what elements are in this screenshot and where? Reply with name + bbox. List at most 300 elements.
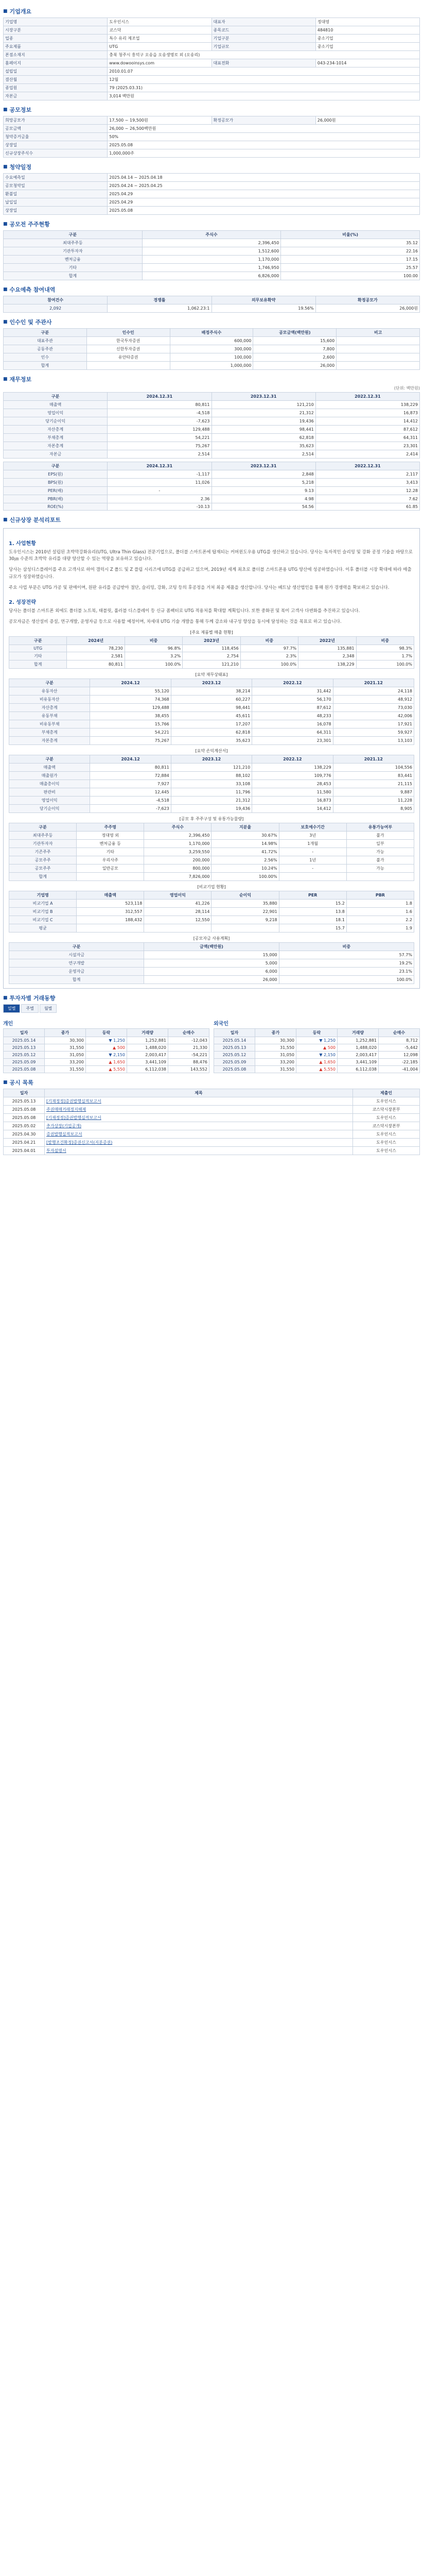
report-heading: 1. 사업현황 bbox=[9, 541, 36, 547]
finance-ratio-cell: 61.85 bbox=[315, 503, 419, 511]
report-t4-cell: 공모주주 bbox=[9, 856, 77, 865]
basic-row bbox=[4, 35, 420, 43]
report-t2-cell: 54,221 bbox=[90, 728, 171, 737]
report-t2-cell: 부채총계 bbox=[9, 728, 90, 737]
report-t6-row bbox=[9, 951, 414, 959]
finance-ratio-row bbox=[4, 479, 420, 487]
finance-row bbox=[4, 434, 420, 442]
report-t4-cell: 기관투자자 bbox=[9, 840, 77, 848]
report-t2-row bbox=[9, 737, 414, 745]
underwriters-cell: 신한투자증권 bbox=[86, 345, 170, 353]
finance-row bbox=[4, 409, 420, 417]
report-heading: 2. 성장전략 bbox=[9, 599, 36, 605]
report-t6-row bbox=[9, 976, 414, 984]
report-t4-row bbox=[9, 848, 414, 856]
trading-right-cell: 31,550 bbox=[255, 1044, 296, 1052]
report-paragraph: 도우인시스는 2010년 설립된 초박막강화유리(UTG, Ultra Thin Glass) 전문기업으로, 폴더블 스마트폰에 탑재되는 커버윈도우용 UTG를 생산하고 있습니다. 당사는 독자적인 슬리밍 및 강화 공정 기술을 바탕으로 30㎛ 수준의 초박막 유리를 대량 양산할 수 있는 역량을 보유하고 있습니다. bbox=[9, 550, 413, 562]
finance-cell: 35,623 bbox=[212, 442, 315, 450]
trading-left-cell: 31,550 bbox=[45, 1044, 86, 1052]
underwriters-header-row bbox=[4, 329, 420, 337]
report-t6-cell: 26,000 bbox=[144, 976, 279, 984]
report-t4-cell: - bbox=[279, 848, 346, 856]
underwriters-cell: 유안타증권 bbox=[86, 353, 170, 362]
offering-title-text: 공모정보 bbox=[9, 107, 32, 113]
report-t4-cell: 불가 bbox=[346, 832, 414, 840]
basic-value: 도우인시스 bbox=[108, 18, 212, 26]
ipo-detail-page bbox=[0, 0, 423, 1160]
schedule-row bbox=[4, 207, 420, 215]
underwriters-row bbox=[4, 345, 420, 353]
report-t3-row bbox=[9, 788, 414, 796]
basic-value: 3,014 백만원 bbox=[108, 92, 420, 100]
report-t2-cell: 55,120 bbox=[90, 687, 171, 696]
report-t4-cell: 10.24% bbox=[212, 865, 279, 873]
trading-left-cell: 88,476 bbox=[168, 1059, 209, 1066]
disclosure-title-link[interactable]: 추가상장(기업공개) bbox=[46, 1124, 82, 1129]
report-t5-cell: 1.8 bbox=[346, 900, 414, 908]
disclosures-row bbox=[4, 1106, 420, 1114]
report-t3-cell: 33,108 bbox=[171, 780, 252, 788]
offering-value: 2025.05.08 bbox=[108, 141, 420, 149]
basic-label: 자본금 bbox=[4, 92, 108, 100]
report-t3-row bbox=[9, 764, 414, 772]
underwriters-cell: 1,000,000 bbox=[170, 362, 253, 370]
demand-row bbox=[4, 304, 420, 313]
underwriters-cell bbox=[337, 353, 420, 362]
report-t2-header-cell: 2024.12 bbox=[90, 679, 171, 687]
report-t4-cell: 기타 bbox=[77, 848, 144, 856]
report-table-2 bbox=[9, 679, 414, 745]
report-t1-cell: 100.0% bbox=[356, 660, 414, 669]
trading-right-row bbox=[214, 1052, 420, 1059]
finance-cell: 자본총계 bbox=[4, 442, 108, 450]
report-t4-row bbox=[9, 865, 414, 873]
disclosure-title-link[interactable]: 증권발행실적보고서 bbox=[46, 1132, 82, 1137]
trading-right bbox=[214, 1015, 420, 1073]
report-table-4 bbox=[9, 823, 414, 881]
report-t3-header-cell: 2022.12 bbox=[252, 755, 333, 764]
finance-cell: 14,412 bbox=[315, 417, 419, 426]
report-t3-cell: 21,312 bbox=[171, 796, 252, 805]
disclosure-title-link[interactable]: 투자설명서 bbox=[46, 1148, 66, 1154]
trading-right-cell: 31,050 bbox=[255, 1052, 296, 1059]
disclosure-title-cell bbox=[45, 1139, 353, 1147]
report-t3-header-cell: 2021.12 bbox=[333, 755, 414, 764]
disclosure-submitter: 코스닥시장본부 bbox=[353, 1122, 420, 1130]
report-t5-header-row bbox=[9, 891, 414, 900]
schedule-section-title bbox=[3, 163, 420, 171]
underwriters-header-cell: 배정주식수 bbox=[170, 329, 253, 337]
offering-value: 26,000원 bbox=[315, 116, 419, 125]
trading-tab[interactable]: 월별 bbox=[40, 1004, 57, 1013]
offering-row bbox=[4, 116, 420, 125]
underwriters-header-cell: 비고 bbox=[337, 329, 420, 337]
trading-left-cell: 2025.05.09 bbox=[4, 1059, 45, 1066]
report-t2-cell: 62,818 bbox=[171, 728, 252, 737]
basic-row bbox=[4, 76, 420, 84]
underwriters-cell: 300,000 bbox=[170, 345, 253, 353]
basic-row bbox=[4, 26, 420, 35]
disclosure-date: 2025.05.13 bbox=[4, 1097, 45, 1106]
basic-label: 종목코드 bbox=[212, 26, 315, 35]
report-t4-cell: 우리사주 bbox=[77, 856, 144, 865]
report-t6-cell: 5,000 bbox=[144, 959, 279, 968]
finance-row bbox=[4, 417, 420, 426]
trading-right-cell: 8,712 bbox=[379, 1037, 420, 1044]
report-t1-cell: 2,348 bbox=[298, 652, 356, 660]
schedule-row bbox=[4, 190, 420, 198]
report-t3-cell: 88,102 bbox=[171, 772, 252, 780]
report-t1-cell: 97.7% bbox=[240, 645, 298, 652]
report-t2-row bbox=[9, 720, 414, 728]
disclosure-date: 2025.05.02 bbox=[4, 1122, 45, 1130]
underwriters-header-cell: 구분 bbox=[4, 329, 87, 337]
basic-label: 결산월 bbox=[4, 76, 108, 84]
finance-cell: 75,267 bbox=[108, 442, 212, 450]
report-t1-header-cell: 비중 bbox=[240, 637, 298, 645]
finance-ratio-cell: 4.98 bbox=[212, 495, 315, 503]
square-bullet-icon: ■ bbox=[3, 319, 8, 325]
report-t4-header-cell: 유통가능여부 bbox=[346, 823, 414, 832]
report-t4-cell: 일반공모 bbox=[77, 865, 144, 873]
report-t4-cell: 불가 bbox=[346, 856, 414, 865]
report-t4-header-cell: 주식수 bbox=[144, 823, 212, 832]
underwriters-row bbox=[4, 337, 420, 345]
report-t3-cell: 138,229 bbox=[252, 764, 333, 772]
shareholding-cell: 기관투자자 bbox=[4, 247, 143, 256]
trading-right-cell: -41,004 bbox=[379, 1066, 420, 1073]
shareholding-cell: 22.16 bbox=[281, 247, 420, 256]
report-t1-cell: 121,210 bbox=[183, 660, 240, 669]
finance-ratio-cell: 5,218 bbox=[212, 479, 315, 487]
offering-value: 26,000 ~ 26,500백만원 bbox=[108, 125, 420, 133]
shareholding-cell: 6,826,000 bbox=[142, 272, 281, 280]
basic-table bbox=[3, 18, 420, 100]
schedule-row bbox=[4, 174, 420, 182]
basic-label: 업종 bbox=[4, 35, 108, 43]
report-t3-header-cell: 2023.12 bbox=[171, 755, 252, 764]
disclosures-row bbox=[4, 1130, 420, 1139]
shareholding-title-text: 공모전 주주현황 bbox=[9, 221, 50, 228]
report-t4-cell: 공모주주 bbox=[9, 865, 77, 873]
basic-value: 중소기업 bbox=[315, 35, 419, 43]
underwriters-cell: 15,600 bbox=[253, 337, 337, 345]
report-t3-header-row bbox=[9, 755, 414, 764]
trading-left-cell: ▲ 1,650 bbox=[86, 1059, 127, 1066]
report-t5-cell: 41,226 bbox=[144, 900, 212, 908]
trading-right-header-cell: 등락 bbox=[296, 1029, 338, 1037]
report-t3-cell: -7,623 bbox=[90, 805, 171, 813]
report-t4-cell bbox=[346, 873, 414, 881]
trading-right-cell: 3,441,109 bbox=[338, 1059, 379, 1066]
trading-left bbox=[3, 1015, 209, 1073]
trading-right-cell: ▼ 2,150 bbox=[296, 1052, 338, 1059]
disclosure-date: 2025.04.01 bbox=[4, 1147, 45, 1155]
report-t1-cell: 138,229 bbox=[298, 660, 356, 669]
finance-cell: 2,514 bbox=[212, 450, 315, 459]
disclosure-submitter: 도우인시스 bbox=[353, 1139, 420, 1147]
report-t1-header-cell: 2024년 bbox=[67, 637, 125, 645]
report-t1-cell: 2,754 bbox=[183, 652, 240, 660]
trading-left-row bbox=[4, 1059, 209, 1066]
disclosure-date: 2025.04.21 bbox=[4, 1139, 45, 1147]
report-t1-cell: 3.2% bbox=[125, 652, 182, 660]
report-t3-cell: 영업이익 bbox=[9, 796, 90, 805]
report-t1-cell: 2.3% bbox=[240, 652, 298, 660]
report-t1-cell: 기타 bbox=[9, 652, 67, 660]
report-t1-cell: 100.0% bbox=[125, 660, 182, 669]
schedule-value: 2025.05.08 bbox=[108, 207, 420, 215]
offering-row bbox=[4, 149, 420, 158]
report-t6-row bbox=[9, 968, 414, 976]
finance-ratio-cell: 54.56 bbox=[212, 503, 315, 511]
demand-cell: 19.56% bbox=[212, 304, 315, 313]
trading-left-cell: 31,550 bbox=[45, 1066, 86, 1073]
disclosure-title-link[interactable]: [기재정정]증권발행실적보고서 bbox=[46, 1099, 101, 1104]
trading-right-cell: -22,185 bbox=[379, 1059, 420, 1066]
report-t5-header-cell: 순이익 bbox=[212, 891, 279, 900]
disclosure-title-link[interactable]: 주권매매거래정지해제 bbox=[46, 1107, 86, 1112]
shareholding-header-row bbox=[4, 231, 420, 239]
finance-ratio-cell: 2,848 bbox=[212, 470, 315, 479]
trading-tab[interactable]: 일별 bbox=[3, 1004, 20, 1013]
disclosure-title-link[interactable]: [발행조건확정]증권신고서(지분증권) bbox=[46, 1140, 113, 1145]
trading-left-cell: 6,112,038 bbox=[127, 1066, 168, 1073]
report-t5-cell bbox=[144, 924, 212, 933]
disclosures-header-cell: 일자 bbox=[4, 1089, 45, 1097]
report-t6-cell: 6,000 bbox=[144, 968, 279, 976]
underwriters-cell: 100,000 bbox=[170, 353, 253, 362]
report-t3-cell: 104,556 bbox=[333, 764, 414, 772]
offering-row bbox=[4, 125, 420, 133]
report-t3-cell: 19,436 bbox=[171, 805, 252, 813]
finance-row bbox=[4, 426, 420, 434]
report-t5-cell: 523,118 bbox=[77, 900, 144, 908]
basic-value: UTG bbox=[108, 43, 212, 51]
finance-header-row bbox=[4, 393, 420, 401]
report-t4-cell bbox=[279, 873, 346, 881]
report-t2-cell: 자본총계 bbox=[9, 737, 90, 745]
basic-row bbox=[4, 92, 420, 100]
finance-ratio-header-row bbox=[4, 462, 420, 470]
trading-right-header-cell: 거래량 bbox=[338, 1029, 379, 1037]
offering-label: 상장일 bbox=[4, 141, 108, 149]
report-t5-cell: 13.8 bbox=[279, 908, 346, 916]
finance-cell: 23,301 bbox=[315, 442, 419, 450]
report-t1-header-row bbox=[9, 637, 414, 645]
finance-cell: 자본금 bbox=[4, 450, 108, 459]
trading-left-header-row bbox=[4, 1029, 209, 1037]
finance-ratio-cell: EPS(원) bbox=[4, 470, 108, 479]
trading-left-header-cell: 순매수 bbox=[168, 1029, 209, 1037]
report-t4-cell: 7,826,000 bbox=[144, 873, 212, 881]
report-t1-cell: 80,811 bbox=[67, 660, 125, 669]
square-bullet-icon: ■ bbox=[3, 222, 8, 227]
offering-section-title bbox=[3, 106, 420, 114]
finance-cell: 19,436 bbox=[212, 417, 315, 426]
disclosure-title-link[interactable]: [기재정정]증권발행실적보고서 bbox=[46, 1115, 101, 1121]
finance-cell: 87,612 bbox=[315, 426, 419, 434]
report-t5-header-cell: 영업이익 bbox=[144, 891, 212, 900]
report-t2-cell: 유동부채 bbox=[9, 712, 90, 720]
report-t5-cell: 비교기업 A bbox=[9, 900, 77, 908]
trading-left-cell: 143,552 bbox=[168, 1066, 209, 1073]
shareholding-table bbox=[3, 230, 420, 280]
report-title-text: 신규상장 분석리포트 bbox=[9, 517, 61, 523]
disclosure-title-cell bbox=[45, 1122, 353, 1130]
demand-title-text: 수요예측 참여내역 bbox=[9, 286, 56, 293]
trading-tab[interactable]: 주별 bbox=[21, 1004, 38, 1013]
report-t3-cell: 8,905 bbox=[333, 805, 414, 813]
shareholding-header-cell: 주식수 bbox=[142, 231, 281, 239]
finance-ratio-cell: PER(배) bbox=[4, 487, 108, 495]
schedule-value: 2025.04.14 ~ 2025.04.18 bbox=[108, 174, 420, 182]
report-t4-cell: 정대영 외 bbox=[77, 832, 144, 840]
report-t3-cell: 109,776 bbox=[252, 772, 333, 780]
basic-section-title bbox=[3, 7, 420, 15]
table1-caption: [주요 제품별 매출 현황] bbox=[190, 630, 233, 635]
report-t5-cell: 18.1 bbox=[279, 916, 346, 924]
report-table-6 bbox=[9, 942, 414, 984]
table3-caption: [요약 손익계산서] bbox=[195, 749, 228, 754]
report-t2-cell: 56,170 bbox=[252, 696, 333, 704]
report-t5-header-cell: PBR bbox=[346, 891, 414, 900]
trading-right-cell: 2025.05.13 bbox=[214, 1044, 255, 1052]
underwriters-cell: 공동주관 bbox=[4, 345, 87, 353]
report-t3-header-cell: 구분 bbox=[9, 755, 90, 764]
report-t4-cell: 1개월 bbox=[279, 840, 346, 848]
report-t4-cell: 2,396,450 bbox=[144, 832, 212, 840]
report-t6-cell: 15,000 bbox=[144, 951, 279, 959]
disclosure-date: 2025.05.08 bbox=[4, 1106, 45, 1114]
report-t3-cell: 121,210 bbox=[171, 764, 252, 772]
finance-ratio-table bbox=[3, 462, 420, 511]
report-t3-cell: 12,445 bbox=[90, 788, 171, 796]
trading-right-header-cell: 일자 bbox=[214, 1029, 255, 1037]
shareholding-header-cell: 비율(%) bbox=[281, 231, 420, 239]
report-t3-cell: 판관비 bbox=[9, 788, 90, 796]
report-t3-cell: 83,441 bbox=[333, 772, 414, 780]
finance-cell: -7,623 bbox=[108, 417, 212, 426]
finance-ratio-row bbox=[4, 495, 420, 503]
trading-left-cell: 2,003,417 bbox=[127, 1052, 168, 1059]
report-t2-cell: 유동자산 bbox=[9, 687, 90, 696]
disclosures-row bbox=[4, 1122, 420, 1130]
report-t2-header-cell: 구분 bbox=[9, 679, 90, 687]
trading-left-cell: ▲ 5,550 bbox=[86, 1066, 127, 1073]
basic-label: 본점소재지 bbox=[4, 51, 108, 59]
trading-left-caption: 개인 bbox=[3, 1021, 13, 1027]
report-t5-header-cell: PER bbox=[279, 891, 346, 900]
finance-header-cell: 2022.12.31 bbox=[315, 393, 419, 401]
finance-row bbox=[4, 401, 420, 409]
report-t1-header-cell: 2022년 bbox=[298, 637, 356, 645]
report-t5-cell bbox=[212, 924, 279, 933]
finance-ratio-cell: 9.13 bbox=[212, 487, 315, 495]
report-t2-row bbox=[9, 696, 414, 704]
report-t1-cell: 합계 bbox=[9, 660, 67, 669]
report-t5-row bbox=[9, 916, 414, 924]
demand-header-cell: 의무보유확약 bbox=[212, 296, 315, 304]
finance-cell: 자산총계 bbox=[4, 426, 108, 434]
report-t2-cell: 24,118 bbox=[333, 687, 414, 696]
trading-left-cell: 30,300 bbox=[45, 1037, 86, 1044]
square-bullet-icon: ■ bbox=[3, 377, 8, 382]
report-t3-cell: 80,811 bbox=[90, 764, 171, 772]
disclosures-row bbox=[4, 1097, 420, 1106]
shareholding-row bbox=[4, 272, 420, 280]
trading-left-cell: 2025.05.14 bbox=[4, 1037, 45, 1044]
report-t6-header-cell: 비중 bbox=[279, 943, 414, 951]
finance-ratio-cell: 7.62 bbox=[315, 495, 419, 503]
trading-left-cell: 31,050 bbox=[45, 1052, 86, 1059]
finance-cell: 121,210 bbox=[212, 401, 315, 409]
offering-table bbox=[3, 116, 420, 158]
underwriters-cell: 600,000 bbox=[170, 337, 253, 345]
trading-left-header-cell: 거래량 bbox=[127, 1029, 168, 1037]
report-t5-cell: 비교기업 B bbox=[9, 908, 77, 916]
trading-left-row bbox=[4, 1044, 209, 1052]
finance-cell: 64,311 bbox=[315, 434, 419, 442]
schedule-value: 2025.04.29 bbox=[108, 190, 420, 198]
finance-ratio-cell: ROE(%) bbox=[4, 503, 108, 511]
demand-header-cell: 확정공모가 bbox=[315, 296, 419, 304]
trading-left-cell: 1,252,881 bbox=[127, 1037, 168, 1044]
report-t2-cell: 31,442 bbox=[252, 687, 333, 696]
report-t2-cell: 자산총계 bbox=[9, 704, 90, 712]
disclosure-title-cell bbox=[45, 1147, 353, 1155]
trading-right-row bbox=[214, 1059, 420, 1066]
trading-right-header-cell: 순매수 bbox=[379, 1029, 420, 1037]
trading-right-cell: 30,300 bbox=[255, 1037, 296, 1044]
report-t6-cell: 합계 bbox=[9, 976, 144, 984]
report-t1-header-cell: 구분 bbox=[9, 637, 67, 645]
report-t5-row bbox=[9, 900, 414, 908]
finance-ratio-cell: -10.13 bbox=[108, 503, 212, 511]
offering-row bbox=[4, 133, 420, 141]
trading-left-header-cell: 등락 bbox=[86, 1029, 127, 1037]
disclosure-date: 2025.05.08 bbox=[4, 1114, 45, 1122]
report-t4-row bbox=[9, 840, 414, 848]
finance-ratio-cell: 11,026 bbox=[108, 479, 212, 487]
report-t4-cell: 1년 bbox=[279, 856, 346, 865]
table5-caption: [비교기업 현황] bbox=[197, 885, 226, 890]
finance-table bbox=[3, 392, 420, 459]
underwriters-cell: 합계 bbox=[4, 362, 87, 370]
report-t3-cell: 7,927 bbox=[90, 780, 171, 788]
trading-section-title bbox=[3, 994, 420, 1002]
report-t2-cell: 64,311 bbox=[252, 728, 333, 737]
report-table-3 bbox=[9, 755, 414, 813]
report-t3-cell: 매출원가 bbox=[9, 772, 90, 780]
finance-ratio-cell: 3,413 bbox=[315, 479, 419, 487]
trading-right-cell: 2,003,417 bbox=[338, 1052, 379, 1059]
square-bullet-icon: ■ bbox=[3, 517, 8, 522]
report-t2-cell: 74,368 bbox=[90, 696, 171, 704]
report-t2-header-cell: 2023.12 bbox=[171, 679, 252, 687]
underwriters-header-cell: 인수인 bbox=[86, 329, 170, 337]
report-t5-cell: 15.2 bbox=[279, 900, 346, 908]
disclosures-title-text: 공시 목록 bbox=[9, 1079, 33, 1087]
report-t1-cell: 78,230 bbox=[67, 645, 125, 652]
disclosure-submitter: 도우인시스 bbox=[353, 1147, 420, 1155]
underwriters-cell: 26,000 bbox=[253, 362, 337, 370]
finance-ratio-cell: -1,117 bbox=[108, 470, 212, 479]
report-t3-cell: 28,453 bbox=[252, 780, 333, 788]
demand-header-cell: 경쟁률 bbox=[108, 296, 212, 304]
underwriters-cell bbox=[337, 337, 420, 345]
report-box bbox=[3, 528, 420, 989]
